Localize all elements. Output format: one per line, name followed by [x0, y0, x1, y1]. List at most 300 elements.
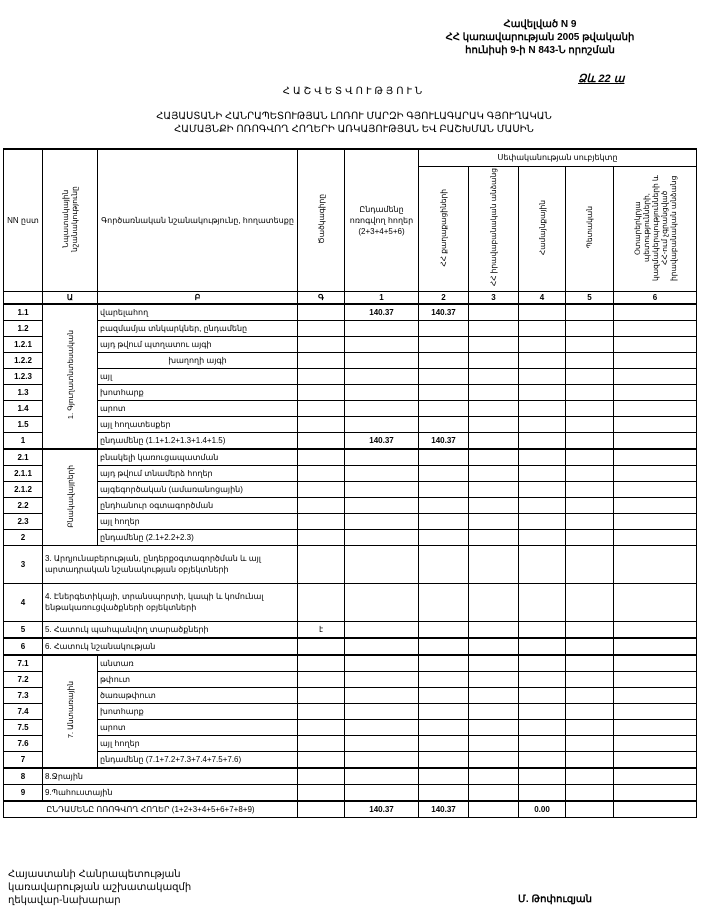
value-cell: [469, 497, 519, 513]
value-cell: [345, 465, 419, 481]
value-cell: [614, 416, 697, 432]
column-letter: 1: [345, 291, 419, 304]
row-label: 8.Ջրային: [43, 768, 298, 785]
row-number: 7.5: [4, 719, 43, 735]
code-cell: [298, 497, 345, 513]
signatory-name: Մ. Թոփուզյան: [518, 894, 592, 905]
row-number: 7.6: [4, 735, 43, 751]
row-label: 3. Արդյունաբերության, ընդերքօգտագործման և այլ արտադրական նշանակության օբյեկտների: [43, 545, 298, 583]
value-cell: 140.37: [345, 304, 419, 321]
table-row: [4, 751, 697, 768]
value-cell: [345, 768, 419, 785]
row-number: 2.3: [4, 513, 43, 529]
header-purpose: Նպատակային նշանակությունը: [43, 149, 98, 291]
value-cell: [519, 751, 566, 768]
table-row: [4, 320, 697, 336]
row-label: խաղողի այգի: [98, 352, 298, 368]
value-cell: [419, 320, 469, 336]
value-cell: [419, 400, 469, 416]
row-number: 6: [4, 638, 43, 655]
code-cell: [298, 529, 345, 545]
code-cell: [298, 801, 345, 818]
code-cell: [298, 320, 345, 336]
value-cell: [566, 735, 614, 751]
value-cell: [345, 368, 419, 384]
value-cell: [469, 545, 519, 583]
row-label: ընդհանուր օգտագործման: [98, 497, 298, 513]
value-cell: [566, 368, 614, 384]
column-letter: Գ: [298, 291, 345, 304]
table-row: [4, 703, 697, 719]
value-cell: [345, 384, 419, 400]
row-number: 7.4: [4, 703, 43, 719]
total-row: [4, 801, 697, 818]
table-row: [4, 687, 697, 703]
value-cell: [519, 384, 566, 400]
value-cell: [519, 368, 566, 384]
row-number: 1: [4, 432, 43, 449]
value-cell: [345, 481, 419, 497]
row-number: 2: [4, 529, 43, 545]
table-row: [4, 513, 697, 529]
header-total: Ընդամենը ոռոգվող հողեր (2+3+4+5+6): [345, 149, 419, 291]
purpose-group: [43, 449, 98, 546]
value-cell: [345, 336, 419, 352]
row-label: 6. Հատուկ նշանակության: [43, 638, 298, 655]
value-cell: [469, 416, 519, 432]
value-cell: [566, 768, 614, 785]
row-number: 4: [4, 583, 43, 621]
row-label: անտառ: [98, 655, 298, 672]
value-cell: [345, 352, 419, 368]
table-row: [4, 416, 697, 432]
row-label: վարելահող: [98, 304, 298, 321]
value-cell: [419, 352, 469, 368]
header-state: Պետական: [566, 166, 614, 291]
row-number: 7: [4, 751, 43, 768]
purpose-group: [43, 304, 98, 449]
table-row: [4, 621, 697, 638]
header-functional: Գործառնական նշանակությունը, հողատեսքը: [98, 149, 298, 291]
value-cell: [345, 449, 419, 466]
value-cell: [469, 751, 519, 768]
value-cell: [519, 784, 566, 801]
table-row: [4, 384, 697, 400]
value-cell: [614, 465, 697, 481]
value-cell: [614, 449, 697, 466]
document-subtitle: [0, 110, 708, 136]
value-cell: [345, 400, 419, 416]
code-cell: [298, 735, 345, 751]
table-row: [4, 352, 697, 368]
value-cell: [419, 529, 469, 545]
row-number: 1.5: [4, 416, 43, 432]
header-foreign: Օտարերկրյա պետությունների, կազմակերպությունների և ՀՀ-ում չգրանցված իրավաբանական անձանց: [614, 166, 697, 291]
value-cell: [614, 336, 697, 352]
value-cell: [566, 416, 614, 432]
value-cell: [519, 583, 566, 621]
value-cell: [566, 497, 614, 513]
value-cell: [345, 545, 419, 583]
row-label: 5. Հատուկ պահպանվող տարածքների: [43, 621, 298, 638]
value-cell: [419, 784, 469, 801]
document-title: ՀԱՇՎԵՏՎՈՒԹՅՈՒՆ: [282, 86, 426, 97]
appendix-line: հունիսի 9-ի N 843-Ն որոշման: [465, 45, 615, 56]
value-cell: [345, 719, 419, 735]
value-cell: [469, 352, 519, 368]
header-ownership-group: Սեփականության սուբյեկտը: [419, 149, 697, 166]
value-cell: [469, 513, 519, 529]
value-cell: [469, 304, 519, 321]
value-cell: [345, 687, 419, 703]
value-cell: [419, 481, 469, 497]
table-row: [4, 638, 697, 655]
value-cell: [345, 735, 419, 751]
row-label: այդ թվում պտղատու այգի: [98, 336, 298, 352]
column-letter: 2: [419, 291, 469, 304]
row-number: 5: [4, 621, 43, 638]
value-cell: [345, 621, 419, 638]
code-cell: [298, 465, 345, 481]
value-cell: [519, 400, 566, 416]
value-cell: [614, 400, 697, 416]
value-cell: [469, 768, 519, 785]
value-cell: [566, 784, 614, 801]
code-cell: [298, 384, 345, 400]
value-cell: [614, 352, 697, 368]
row-label: այլ հողատեսքեր: [98, 416, 298, 432]
value-cell: [419, 768, 469, 785]
value-cell: [419, 671, 469, 687]
value-cell: [469, 687, 519, 703]
row-number: 2.2: [4, 497, 43, 513]
row-label: ընդամենը (2.1+2.2+2.3): [98, 529, 298, 545]
subtitle-line: ՀԱՅԱՍՏԱՆԻ ՀԱՆՐԱՊԵՏՈՒԹՅԱՆ ԼՈՌՈՒ ՄԱՐԶԻ ԳՅՈՒԼԱԳԱՐԱԿ ԳՅՈՒՂԱԿԱՆ: [156, 111, 552, 122]
row-label: ընդամենը (7.1+7.2+7.3+7.4+7.5+7.6): [98, 751, 298, 768]
row-label: այլ հողեր: [98, 513, 298, 529]
value-cell: [614, 719, 697, 735]
value-cell: [566, 751, 614, 768]
value-cell: [519, 432, 566, 449]
value-cell: [614, 384, 697, 400]
row-label: 4. Էներգետիկայի, տրանսպորտի, կապի և կոմունալ ենթակառուցվածքների օբյեկտների: [43, 583, 298, 621]
value-cell: [614, 784, 697, 801]
value-cell: [419, 719, 469, 735]
value-cell: [345, 497, 419, 513]
value-cell: [469, 384, 519, 400]
value-cell: [566, 801, 614, 818]
column-letter: 6: [614, 291, 697, 304]
code-cell: [298, 768, 345, 785]
code-cell: [298, 687, 345, 703]
value-cell: [469, 529, 519, 545]
value-cell: [614, 703, 697, 719]
value-cell: [469, 320, 519, 336]
value-cell: [566, 432, 614, 449]
land-balance-table: [3, 148, 697, 818]
value-cell: [614, 432, 697, 449]
row-label: բազմամյա տնկարկներ, ընդամենը: [98, 320, 298, 336]
value-cell: [519, 529, 566, 545]
row-label: խոտհարք: [98, 384, 298, 400]
row-number: 7.2: [4, 671, 43, 687]
table-row: [4, 529, 697, 545]
value-cell: [614, 304, 697, 321]
value-cell: [419, 735, 469, 751]
table-row: [4, 735, 697, 751]
value-cell: [566, 545, 614, 583]
value-cell: [519, 352, 566, 368]
value-cell: [419, 384, 469, 400]
value-cell: [469, 801, 519, 818]
code-cell: [298, 368, 345, 384]
value-cell: [469, 735, 519, 751]
value-cell: [519, 671, 566, 687]
purpose-group: [43, 655, 98, 768]
row-label: այլ հողեր: [98, 735, 298, 751]
value-cell: [519, 621, 566, 638]
code-cell: է: [298, 621, 345, 638]
code-cell: [298, 449, 345, 466]
value-cell: [419, 638, 469, 655]
code-cell: [298, 513, 345, 529]
value-cell: [469, 449, 519, 466]
row-label: 9.Պահուստային: [43, 784, 298, 801]
value-cell: [614, 655, 697, 672]
code-cell: [298, 719, 345, 735]
value-cell: [519, 735, 566, 751]
column-letter: 5: [566, 291, 614, 304]
purpose-group-label: Բնակավայրերի: [65, 464, 75, 528]
value-cell: [345, 513, 419, 529]
row-number: 2.1.1: [4, 465, 43, 481]
value-cell: 140.37: [419, 304, 469, 321]
value-cell: [566, 621, 614, 638]
row-number: 1.4: [4, 400, 43, 416]
value-cell: [345, 784, 419, 801]
value-cell: [419, 368, 469, 384]
value-cell: [469, 784, 519, 801]
value-cell: [519, 449, 566, 466]
value-cell: [566, 719, 614, 735]
header-citizens: ՀՀ քաղաքացիների: [419, 166, 469, 291]
value-cell: [566, 400, 614, 416]
signatory-position: [8, 868, 191, 907]
value-cell: 140.37: [345, 801, 419, 818]
value-cell: [519, 655, 566, 672]
table-row: [4, 497, 697, 513]
column-letter: 4: [519, 291, 566, 304]
row-number: 1.1: [4, 304, 43, 321]
value-cell: [469, 719, 519, 735]
value-cell: [419, 465, 469, 481]
table-row: [4, 465, 697, 481]
table-row: [4, 671, 697, 687]
header-community: Համայնքային: [519, 166, 566, 291]
row-label: թփուտ: [98, 671, 298, 687]
value-cell: 0.00: [519, 801, 566, 818]
value-cell: [469, 368, 519, 384]
row-label: այդ թվում տնամերձ հողեր: [98, 465, 298, 481]
value-cell: [519, 320, 566, 336]
value-cell: [419, 449, 469, 466]
value-cell: [614, 545, 697, 583]
value-cell: [614, 801, 697, 818]
row-number: 1.2: [4, 320, 43, 336]
value-cell: 140.37: [345, 432, 419, 449]
value-cell: [614, 529, 697, 545]
row-label: այգեգործական (ամառանոցային): [98, 481, 298, 497]
value-cell: [419, 497, 469, 513]
value-cell: [614, 671, 697, 687]
value-cell: [469, 703, 519, 719]
value-cell: [345, 703, 419, 719]
value-cell: [469, 655, 519, 672]
value-cell: [469, 621, 519, 638]
value-cell: [614, 497, 697, 513]
row-number: 1.2.2: [4, 352, 43, 368]
value-cell: [566, 384, 614, 400]
row-number: 8: [4, 768, 43, 785]
value-cell: [519, 304, 566, 321]
value-cell: [614, 583, 697, 621]
value-cell: [519, 768, 566, 785]
value-cell: [519, 465, 566, 481]
value-cell: [469, 583, 519, 621]
value-cell: [519, 703, 566, 719]
purpose-group-label: 1. Գյուղատնտեսական: [65, 330, 75, 420]
row-number: 1.2.3: [4, 368, 43, 384]
code-cell: [298, 304, 345, 321]
value-cell: [519, 687, 566, 703]
column-letter: Ա: [43, 291, 98, 304]
row-number: 1.3: [4, 384, 43, 400]
table-row: [4, 768, 697, 785]
position-line: կառավարության աշխատակազմի: [8, 882, 192, 893]
code-cell: [298, 655, 345, 672]
value-cell: [345, 655, 419, 672]
value-cell: [614, 768, 697, 785]
code-cell: [298, 583, 345, 621]
value-cell: [345, 638, 419, 655]
value-cell: [566, 465, 614, 481]
row-label: ծառաթփուտ: [98, 687, 298, 703]
header-legal-entities: ՀՀ իրավաբանական անձանց: [469, 166, 519, 291]
value-cell: [419, 703, 469, 719]
value-cell: [519, 638, 566, 655]
row-number: 7.1: [4, 655, 43, 672]
row-label: ԸՆԴԱՄԵՆԸ ՈՌՈԳՎՈՂ ՀՈՂԵՐ (1+2+3+4+5+6+7+8+9): [4, 801, 298, 818]
subtitle-line: ՀԱՄԱՅՆՔԻ ՈՌՈԳՎՈՂ ՀՈՂԵՐԻ ԱՌԿԱՅՈՒԹՅԱՆ ԵՎ ԲԱՇԽՄԱՆ ՄԱՍԻՆ: [174, 124, 534, 135]
row-number: 7.3: [4, 687, 43, 703]
row-label: ընդամենը (1.1+1.2+1.3+1.4+1.5): [98, 432, 298, 449]
value-cell: [345, 751, 419, 768]
row-number: 3: [4, 545, 43, 583]
code-cell: [298, 481, 345, 497]
value-cell: [345, 416, 419, 432]
value-cell: [566, 336, 614, 352]
value-cell: [469, 638, 519, 655]
value-cell: [614, 368, 697, 384]
table-row: [4, 719, 697, 735]
value-cell: [419, 336, 469, 352]
value-cell: [419, 655, 469, 672]
code-cell: [298, 784, 345, 801]
value-cell: [614, 621, 697, 638]
value-cell: [614, 638, 697, 655]
code-cell: [298, 400, 345, 416]
table-row: [4, 400, 697, 416]
position-line: Հայաստանի Հանրապետության: [8, 869, 181, 880]
value-cell: [566, 352, 614, 368]
value-cell: [345, 529, 419, 545]
value-cell: [419, 513, 469, 529]
column-letter: [4, 291, 43, 304]
code-cell: [298, 671, 345, 687]
value-cell: [419, 545, 469, 583]
table-row: [4, 481, 697, 497]
value-cell: 140.37: [419, 432, 469, 449]
table-row: [4, 432, 697, 449]
value-cell: [566, 529, 614, 545]
form-number: Ձև 22 ա: [578, 73, 625, 85]
appendix-line: ՀՀ կառավարության 2005 թվականի: [445, 32, 635, 43]
table-row: [4, 336, 697, 352]
value-cell: [566, 481, 614, 497]
value-cell: [519, 719, 566, 735]
value-cell: [566, 638, 614, 655]
value-cell: [469, 336, 519, 352]
value-cell: [566, 513, 614, 529]
code-cell: [298, 703, 345, 719]
value-cell: [345, 583, 419, 621]
value-cell: [469, 432, 519, 449]
value-cell: [566, 703, 614, 719]
table-row: [4, 304, 697, 321]
header-nn: NN ըստ: [4, 149, 43, 291]
row-label: այլ: [98, 368, 298, 384]
column-letter: Բ: [98, 291, 298, 304]
value-cell: [519, 497, 566, 513]
row-number: 2.1: [4, 449, 43, 466]
table-row: [4, 368, 697, 384]
table-row: [4, 449, 697, 466]
position-line: ղեկավար-նախարար: [8, 895, 121, 906]
value-cell: [519, 545, 566, 583]
row-label: արոտ: [98, 400, 298, 416]
value-cell: [614, 735, 697, 751]
value-cell: [419, 751, 469, 768]
value-cell: [469, 671, 519, 687]
value-cell: [419, 416, 469, 432]
value-cell: [419, 621, 469, 638]
value-cell: [566, 687, 614, 703]
code-cell: [298, 352, 345, 368]
row-number: 2.1.2: [4, 481, 43, 497]
code-cell: [298, 638, 345, 655]
value-cell: [614, 687, 697, 703]
value-cell: [469, 481, 519, 497]
value-cell: [519, 416, 566, 432]
appendix-line: Հավելված N 9: [503, 19, 577, 30]
header-code: Ծածկագիրը: [298, 149, 345, 291]
row-label: խոտհարք: [98, 703, 298, 719]
value-cell: [566, 655, 614, 672]
value-cell: [469, 400, 519, 416]
value-cell: [345, 320, 419, 336]
value-cell: [566, 583, 614, 621]
row-label: բնակելի կառուցապատման: [98, 449, 298, 466]
